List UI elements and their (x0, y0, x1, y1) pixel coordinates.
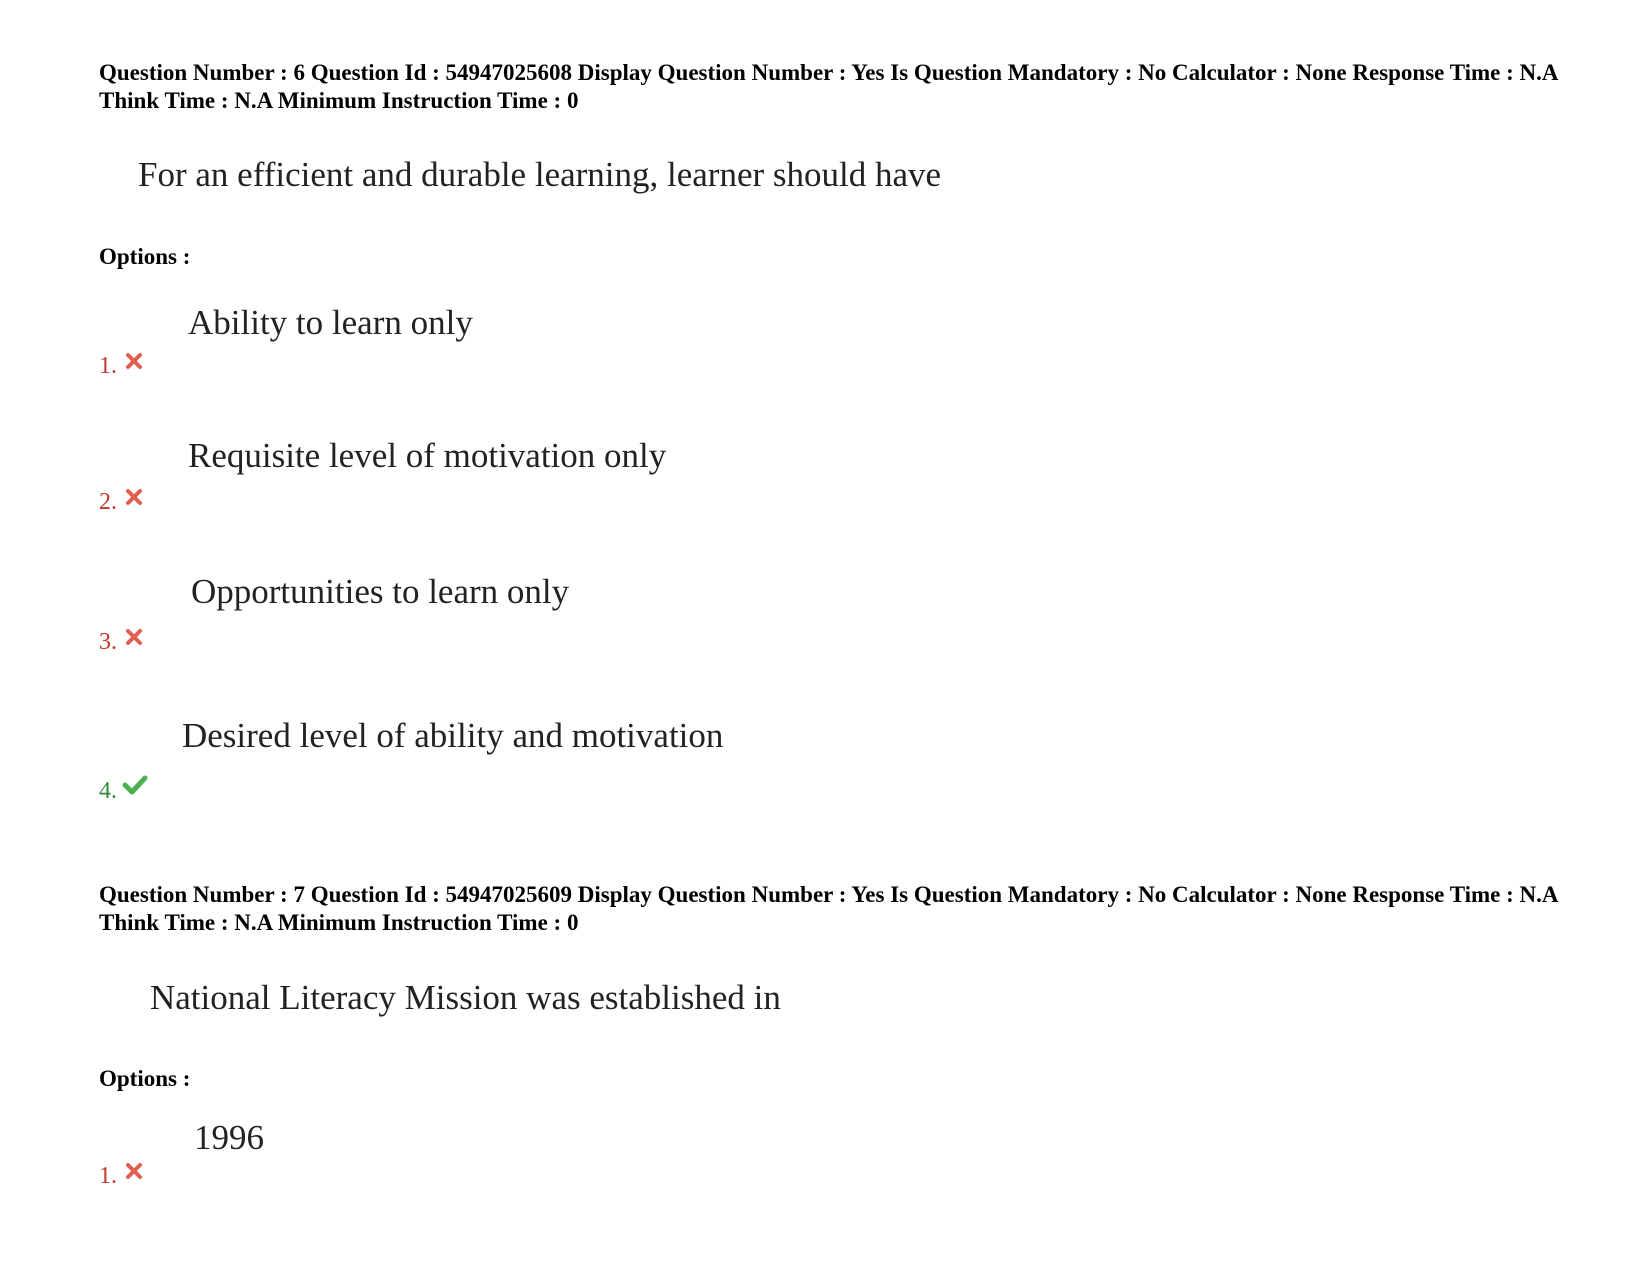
option-text: Requisite level of motivation only (188, 436, 667, 475)
question-header: Question Number : 6 Question Id : 54947025608 Display Question Number : Yes Is Question Mandatory : No Calculator : None Response Time : N.A Think Time : N.A Minimum Instruction Time : 0 (99, 60, 1558, 113)
option-number: 3. (99, 629, 117, 655)
option-number: 2. (99, 489, 117, 515)
cross-icon (124, 627, 144, 647)
question-header: Question Number : 7 Question Id : 54947025609 Display Question Number : Yes Is Question Mandatory : No Calculator : None Response Time : N.A Think Time : N.A Minimum Instruction Time : 0 (99, 882, 1558, 935)
option-number: 1. (99, 1163, 117, 1189)
option-text: Ability to learn only (188, 303, 473, 342)
option-text: 1996 (194, 1118, 264, 1157)
cross-icon (124, 1161, 144, 1181)
cross-icon (124, 487, 144, 507)
cross-icon (124, 351, 144, 371)
question-text: For an efficient and durable learning, learner should have (138, 155, 942, 194)
option-text: Desired level of ability and motivation (182, 716, 724, 755)
check-icon (122, 774, 148, 796)
option-text: Opportunities to learn only (191, 572, 570, 611)
options-label: Options : (99, 244, 191, 269)
question-text: National Literacy Mission was established in (150, 978, 781, 1017)
option-number: 4. (99, 778, 117, 804)
options-label: Options : (99, 1066, 191, 1091)
option-number: 1. (99, 353, 117, 379)
